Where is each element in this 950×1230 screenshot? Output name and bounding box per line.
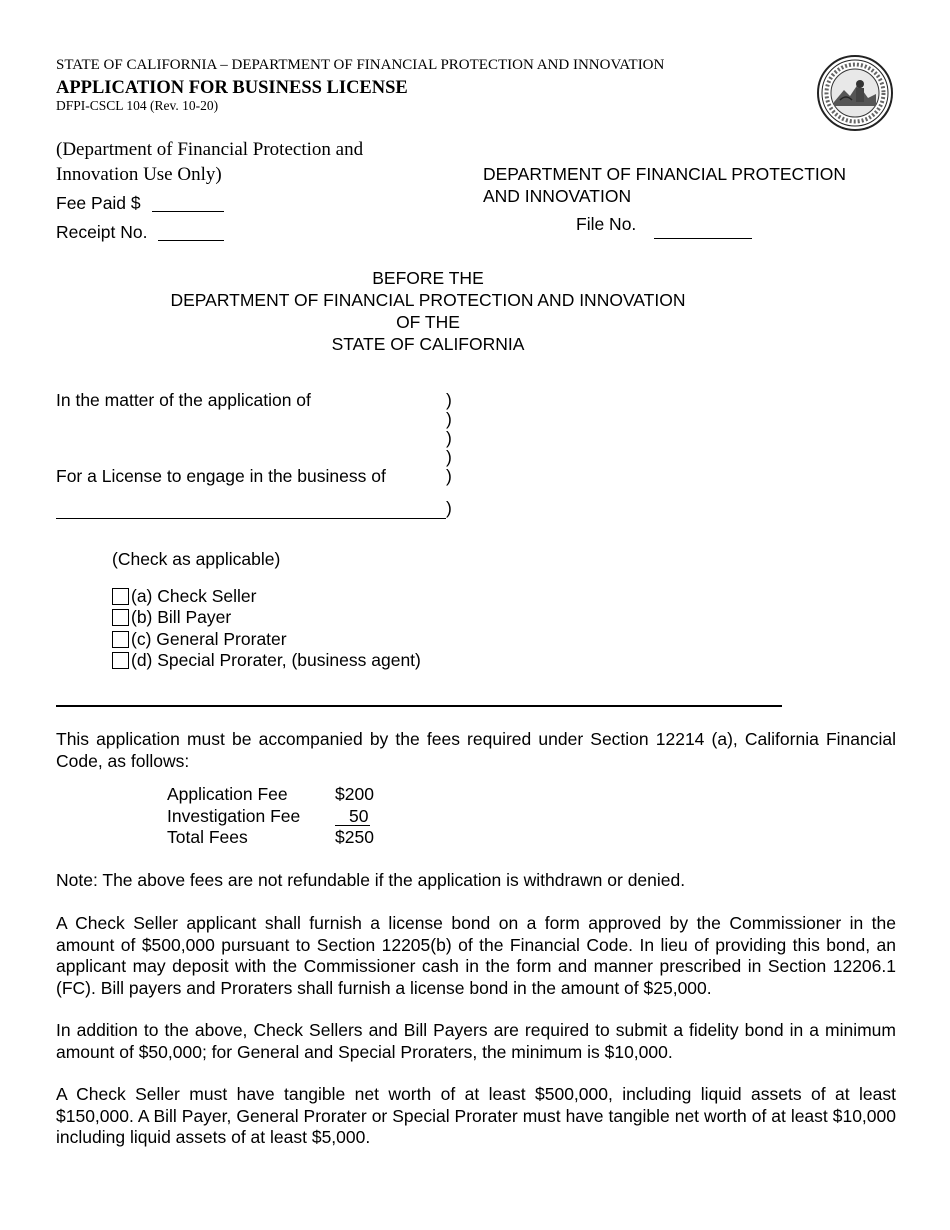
checkbox-special-prorater[interactable] — [112, 652, 129, 669]
paren-1: ) — [446, 390, 452, 410]
option-special-prorater-label: (d) Special Prorater, (business agent) — [131, 650, 421, 670]
fee-row — [167, 827, 374, 849]
fee-row — [167, 784, 374, 806]
form-title: APPLICATION FOR BUSINESS LICENSE — [56, 78, 408, 98]
option-general-prorater[interactable] — [112, 629, 287, 650]
fee-label: Investigation Fee — [167, 805, 301, 826]
option-special-prorater[interactable] — [112, 650, 421, 671]
receipt-no-field[interactable] — [158, 224, 224, 241]
fees-intro: This application must be accompanied by the fees required under Section 12214 (a), California Financial Code, as follows: — [56, 729, 896, 771]
option-bill-payer-label: (b) Bill Payer — [131, 607, 232, 627]
fee-amount: $200 — [335, 784, 374, 804]
fee-label: Application Fee — [167, 784, 288, 804]
caption-of-the: OF THE — [396, 312, 460, 332]
paren-4: ) — [446, 447, 452, 467]
paren-6: ) — [446, 498, 452, 518]
receipt-no-label: Receipt No. — [56, 222, 148, 242]
file-no-label: File No. — [576, 214, 637, 234]
caption-department: DEPARTMENT OF FINANCIAL PROTECTION AND INNOVATION — [170, 290, 686, 310]
paren-5: ) — [446, 466, 452, 486]
form-number: DFPI-CSCL 104 (Rev. 10-20) — [56, 98, 219, 113]
fee-label: Total Fees — [167, 827, 248, 847]
checkbox-bill-payer[interactable] — [112, 609, 129, 626]
bond-paragraph: A Check Seller applicant shall furnish a license bond on a form approved by the Commissioner in the amount of $500,000 pursuant to Section 12205(b) of the Financial Code. In lieu of providing this bond, an applicant may deposit with the Commissioner cash in the form and manner prescribed in Section 12206.1 (FC). Bill payers and Proraters shall furnish a license bond in the amount of $25,000. — [56, 913, 896, 998]
option-check-seller[interactable] — [112, 586, 256, 607]
state-seal-icon — [816, 54, 894, 132]
option-general-prorater-label: (c) General Prorater — [131, 629, 287, 649]
caption-state: STATE OF CALIFORNIA — [331, 334, 525, 354]
check-instruction: (Check as applicable) — [112, 549, 281, 569]
paren-3: ) — [446, 428, 452, 448]
fidelity-paragraph: In addition to the above, Check Sellers and Bill Payers are required to submit a fidelity bond in a minimum amount of $50,000; for General and Special Proraters, the minimum is $10,000. — [56, 1020, 896, 1062]
paren-2: ) — [446, 409, 452, 429]
fees-table — [167, 784, 374, 849]
department-line-2: AND INNOVATION — [483, 186, 632, 206]
department-line-1: DEPARTMENT OF FINANCIAL PROTECTION — [483, 164, 846, 184]
matter-application-of: In the matter of the application of — [56, 390, 311, 410]
fee-row — [167, 806, 374, 828]
fee-paid-label: Fee Paid $ — [56, 193, 141, 213]
file-no-field[interactable] — [654, 222, 752, 239]
office-use-heading-2: Innovation Use Only) — [56, 164, 222, 185]
office-use-heading-1: (Department of Financial Protection and — [56, 139, 364, 160]
agency-line: STATE OF CALIFORNIA – DEPARTMENT OF FINANCIAL PROTECTION AND INNOVATION — [56, 57, 665, 73]
checkbox-check-seller[interactable] — [112, 588, 129, 605]
option-bill-payer[interactable] — [112, 607, 231, 628]
net-worth-paragraph: A Check Seller must have tangible net worth of at least $500,000, including liquid assets of at least $150,000. A Bill Payer, General Prorater or Special Prorater must have tangible net worth of at least $10,000 including liquid assets of at least $5,000. — [56, 1084, 896, 1147]
business-field[interactable] — [56, 502, 446, 519]
caption-before-the: BEFORE THE — [372, 268, 484, 288]
checkbox-general-prorater[interactable] — [112, 631, 129, 648]
option-check-seller-label: (a) Check Seller — [131, 586, 257, 606]
fee-amount: $250 — [335, 827, 374, 847]
section-divider — [56, 705, 782, 707]
fee-paid-field[interactable] — [152, 195, 224, 212]
matter-license-business: For a License to engage in the business of — [56, 466, 386, 486]
fee-amount: 50 — [335, 807, 370, 826]
refund-note: Note: The above fees are not refundable if the application is withdrawn or denied. — [56, 870, 686, 890]
